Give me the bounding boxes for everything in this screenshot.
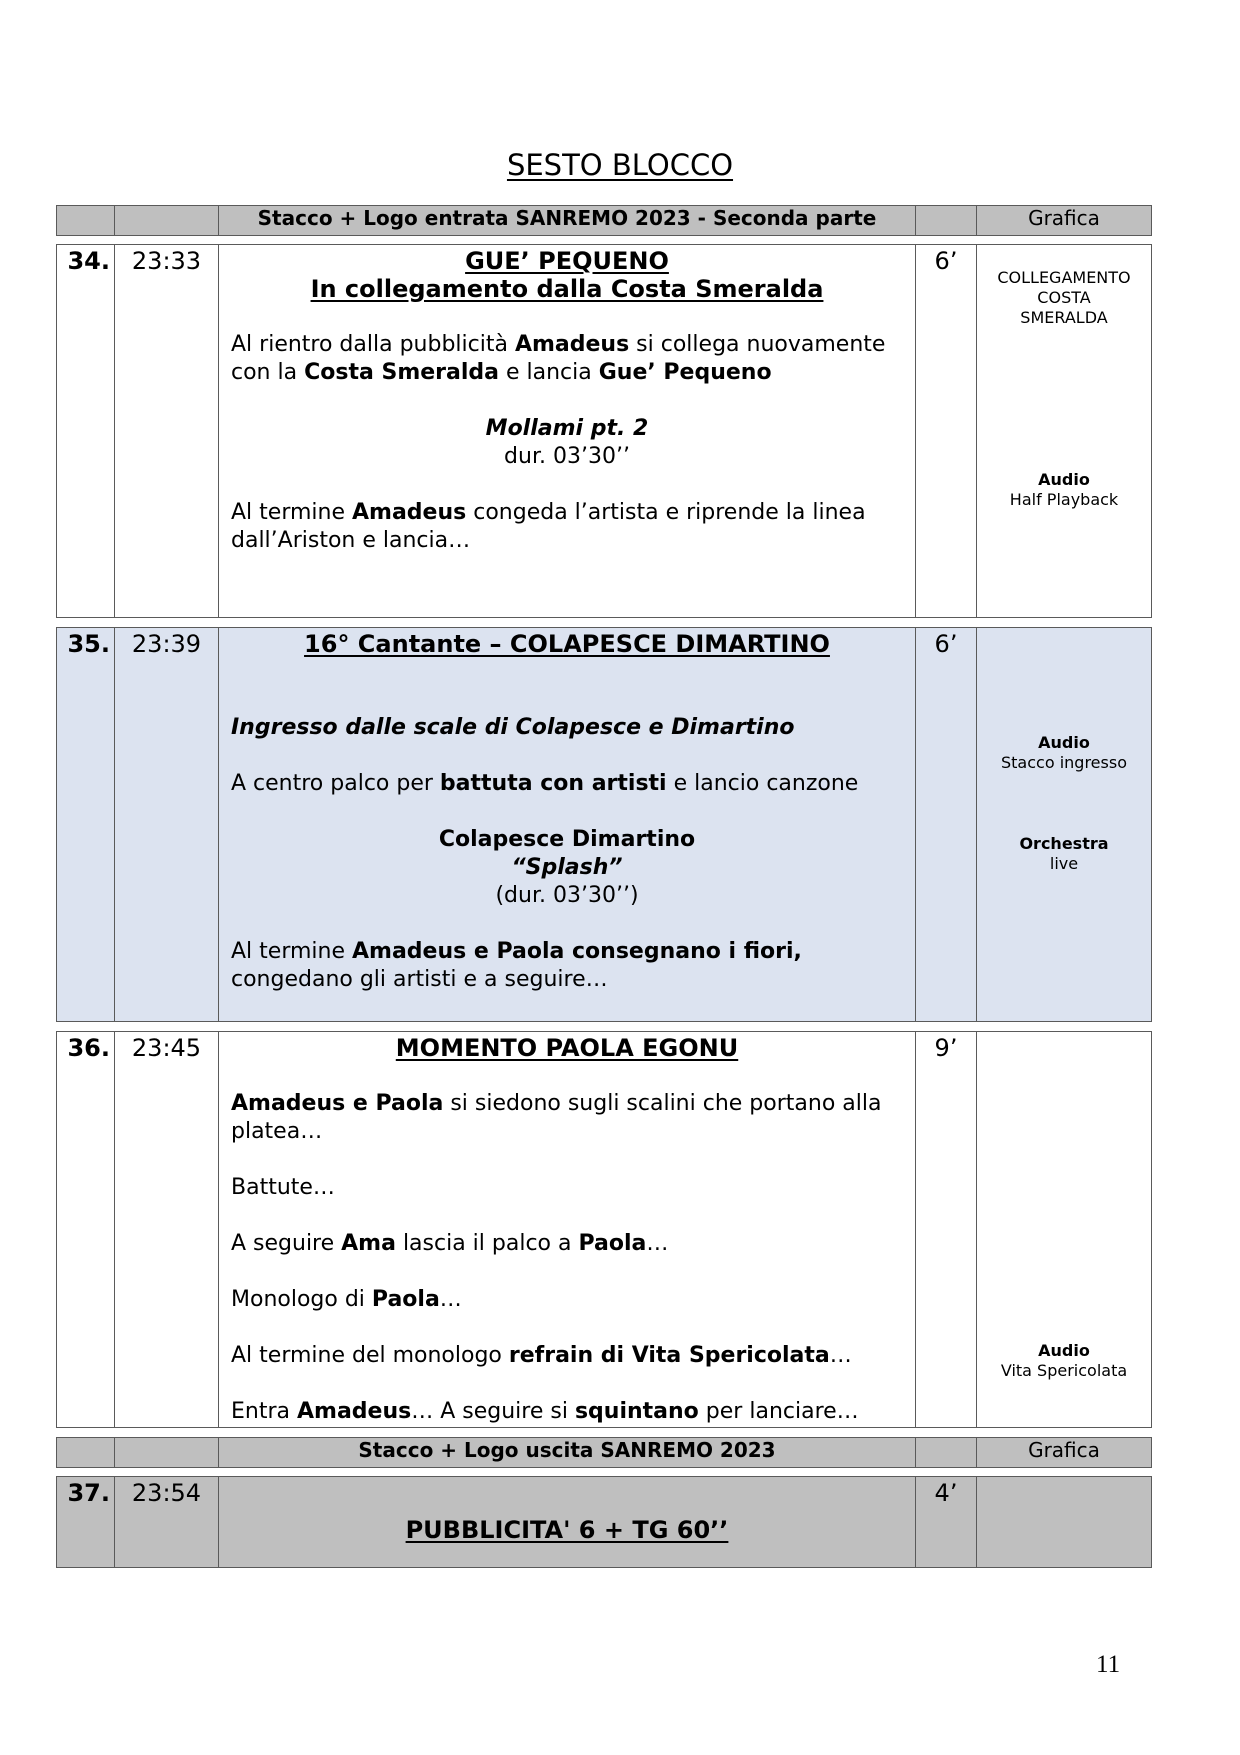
row-number: 35. — [57, 628, 115, 1022]
row-number: 34. — [57, 245, 115, 618]
bar-logo-uscita — [56, 1437, 1152, 1468]
bar-logo-entrata — [56, 205, 1152, 236]
note-label: Audio — [1038, 733, 1090, 752]
row-title: MOMENTO PAOLA EGONU — [395, 1034, 739, 1062]
row-notes — [977, 628, 1152, 1022]
paragraph: Entra Amadeus… A seguire si squintano per lanciare… — [231, 1399, 859, 1424]
row-content — [219, 1032, 916, 1428]
row-notes — [977, 1477, 1152, 1568]
row-subtitle: In collegamento dalla Costa Smeralda — [310, 275, 824, 303]
row-time: 23:54 — [115, 1477, 219, 1568]
row-duration: 4’ — [916, 1477, 977, 1568]
artist-name: Colapesce Dimartino — [438, 827, 696, 852]
row-content — [219, 628, 916, 1022]
paragraph: Al rientro dalla pubblicità Amadeus si collega nuovamente con la Costa Smeralda e lancia Gue’ Pequeno — [231, 332, 886, 385]
song-title: Mollami pt. 2 — [485, 416, 649, 441]
song-title: “Splash” — [511, 855, 623, 880]
row-duration: 6’ — [916, 628, 977, 1022]
paragraph: Al termine Amadeus congeda l’artista e riprende la linea dall’Ariston e lancia… — [231, 500, 866, 553]
paragraph: Battute… — [231, 1175, 335, 1200]
song-duration: dur. 03’30’’ — [504, 444, 630, 469]
row-time: 23:39 — [115, 628, 219, 1022]
row-number: 37. — [57, 1477, 115, 1568]
row-36 — [56, 1031, 1152, 1428]
page-title: SESTO BLOCCO — [506, 148, 734, 182]
row-content — [219, 1477, 916, 1568]
row-notes — [977, 245, 1152, 618]
note-label: Orchestra — [1019, 834, 1109, 853]
row-35 — [56, 627, 1152, 1022]
note-label: Audio — [1038, 1341, 1090, 1360]
song-duration: (dur. 03’30’’) — [495, 883, 639, 908]
row-title: GUE’ PEQUENO — [465, 247, 669, 275]
bar-empty-cell — [57, 1438, 115, 1468]
row-title: PUBBLICITA' 6 + TG 60’’ — [405, 1516, 729, 1544]
note-value: Vita Spericolata — [1000, 1361, 1128, 1380]
row-title: 16° Cantante – COLAPESCE DIMARTINO — [304, 630, 830, 658]
row-time: 23:45 — [115, 1032, 219, 1428]
row-34 — [56, 244, 1152, 618]
note-line: SMERALDA — [1020, 308, 1108, 327]
note-value: Half Playback — [1009, 490, 1119, 509]
paragraph: Al termine Amadeus e Paola consegnano i fiori, congedano gli artisti e a seguire… — [231, 939, 802, 992]
paragraph: A centro palco per battuta con artisti e lancio canzone — [231, 771, 859, 796]
note-line: COLLEGAMENTO — [997, 268, 1131, 287]
bar-empty-cell — [115, 1438, 219, 1468]
bar-empty-cell — [57, 206, 115, 236]
bar-grafica: Grafica — [977, 206, 1152, 236]
row-duration: 6’ — [916, 245, 977, 618]
note-value: Stacco ingresso — [1001, 753, 1127, 772]
row-time: 23:33 — [115, 245, 219, 618]
row-content — [219, 245, 916, 618]
note-line: COSTA — [1037, 288, 1091, 307]
row-notes — [977, 1032, 1152, 1428]
row-37 — [56, 1476, 1152, 1568]
page-number: 11 — [1096, 1651, 1121, 1678]
paragraph: Amadeus e Paola si siedono sugli scalini che portano alla platea… — [231, 1091, 882, 1144]
bar-label: Stacco + Logo entrata SANREMO 2023 - Seconda parte — [219, 206, 916, 236]
paragraph: Al termine del monologo refrain di Vita Spericolata… — [231, 1343, 852, 1368]
note-value: live — [1049, 854, 1079, 873]
bar-empty-cell — [916, 206, 977, 236]
bar-empty-cell — [916, 1438, 977, 1468]
paragraph: Monologo di Paola… — [231, 1287, 462, 1312]
row-duration: 9’ — [916, 1032, 977, 1428]
bar-empty-cell — [115, 206, 219, 236]
paragraph: A seguire Ama lascia il palco a Paola… — [231, 1231, 669, 1256]
row-number: 36. — [57, 1032, 115, 1428]
bar-label: Stacco + Logo uscita SANREMO 2023 — [219, 1438, 916, 1468]
entry-line: Ingresso dalle scale di Colapesce e Dimartino — [231, 715, 795, 740]
note-label: Audio — [1038, 470, 1090, 489]
bar-grafica: Grafica — [977, 1438, 1152, 1468]
